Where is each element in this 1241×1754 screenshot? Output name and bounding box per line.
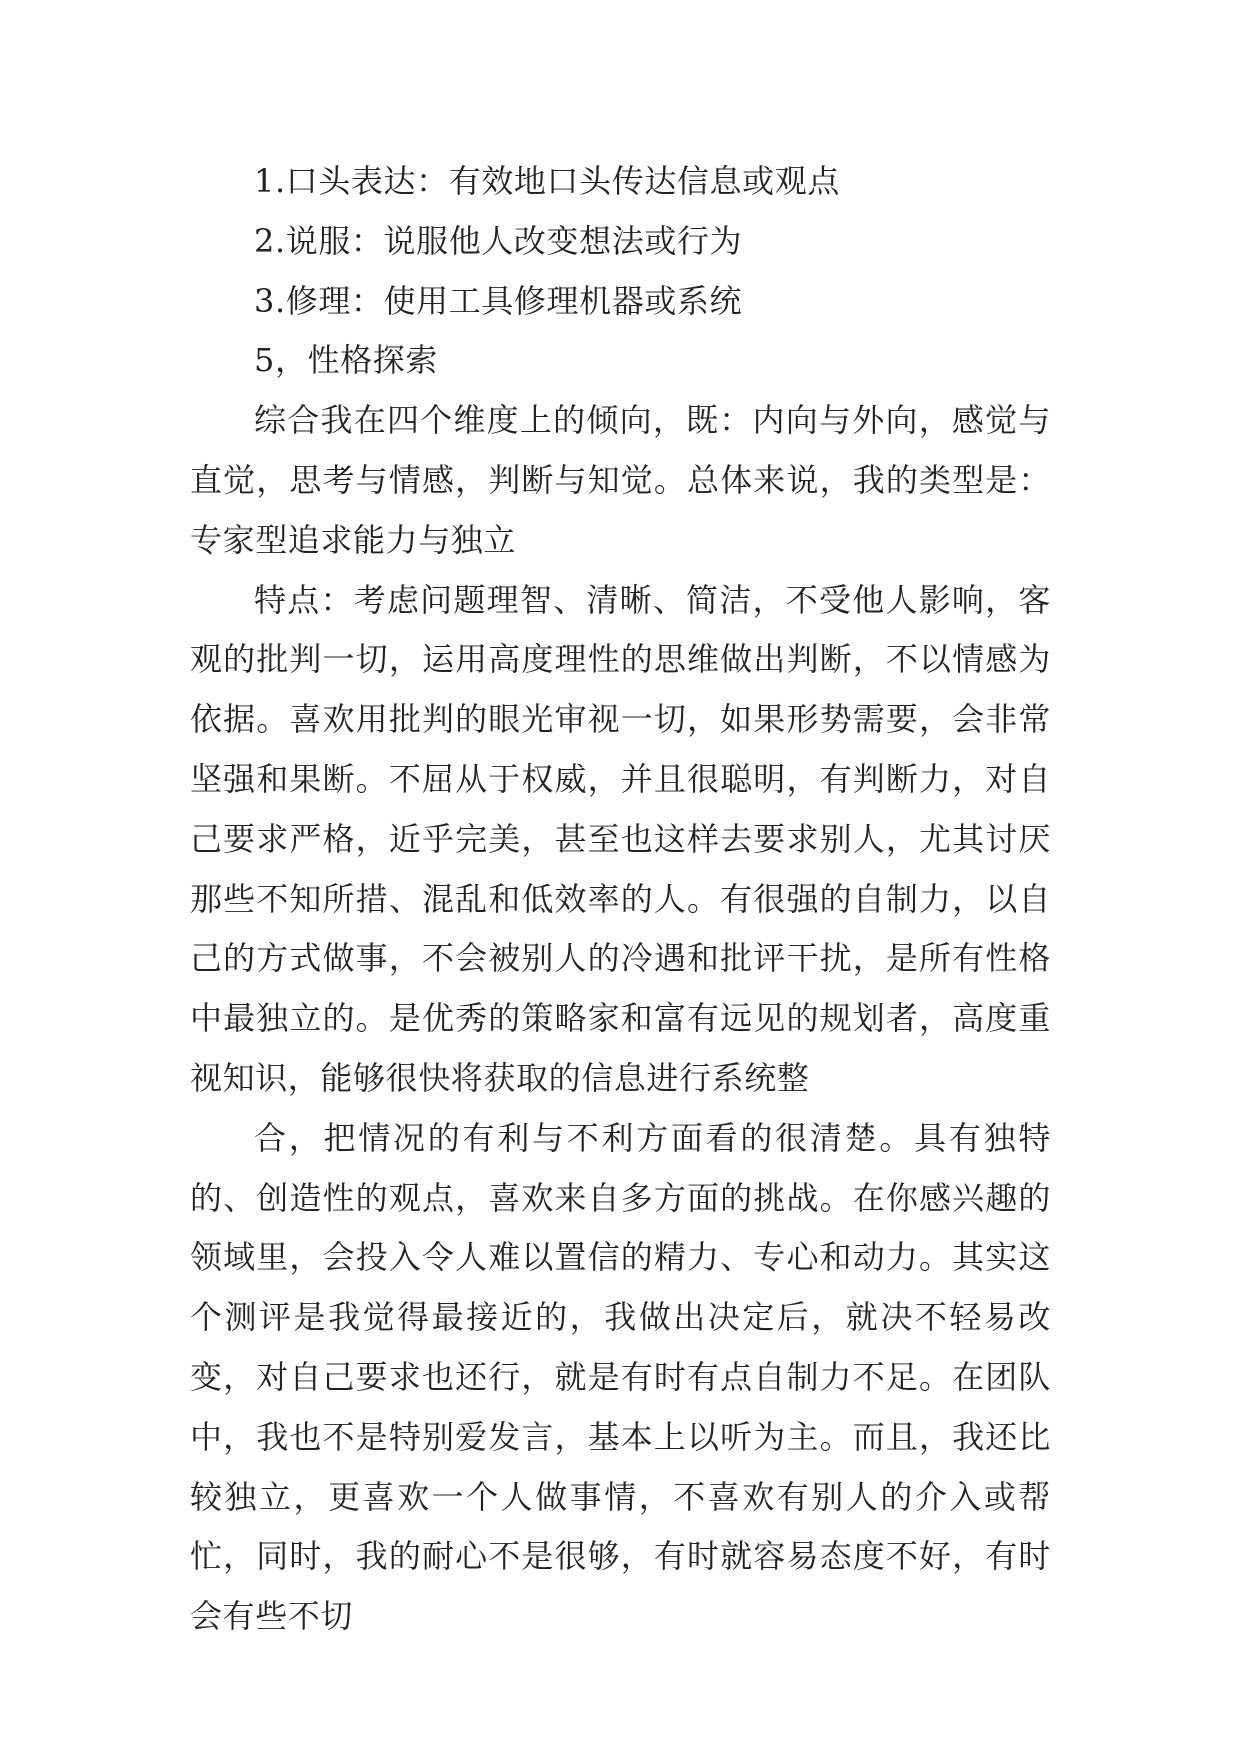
list-item-oral-expression: 1.口头表达：有效地口头传达信息或观点 [254,162,840,200]
section-heading-personality: 5，性格探索 [254,341,438,380]
document-body [190,152,1051,1647]
paragraph-reflection: 合，把情况的有利与不利方面看的很清楚。具有独特的、创造性的观点，喜欢来自多方面的挑战。在你感兴趣的领域里，会投入令人难以置信的精力、专心和动力。其实这个测评是我觉得最接近的，我做出决定后，就决不轻易改变，对自己要求也还行，就是有时有点自制力不足。在团队中，我也不是特别爱发言，基本上以听为主。而且，我还比较独立，更喜欢一个人做事情，不喜欢有别人的介入或帮忙，同时，我的耐心不是很够，有时就容易态度不好，有时会有些不切 [190,1118,1051,1636]
list-item-repair: 3.修理：使用工具修理机器或系统 [254,281,743,320]
paragraph-summary: 综合我在四个维度上的倾向，既：内向与外向，感觉与直觉，思考与情感，判断与知觉。总体来说，我的类型是：专家型追求能力与独立 [190,401,1051,559]
paragraph-traits: 特点：考虑问题理智、清晰、简洁，不受他人影响，客观的批判一切，运用高度理性的思维做出判断，不以情感为依据。喜欢用批判的眼光审视一切，如果形势需要，会非常坚强和果断。不屈从于权威，并且很聪明，有判断力，对自己要求严格，近乎完美，甚至也这样去要求别人，尤其讨厌那些不知所措、混乱和低效率的人。有很强的自制力，以自己的方式做事，不会被别人的冷遇和批评干扰，是所有性格中最独立的。是优秀的策略家和富有远见的规划者，高度重视知识，能够很快将获取的信息进行系统整 [190,580,1051,1097]
list-item-persuasion: 2.说服：说服他人改变想法或行为 [254,221,743,260]
